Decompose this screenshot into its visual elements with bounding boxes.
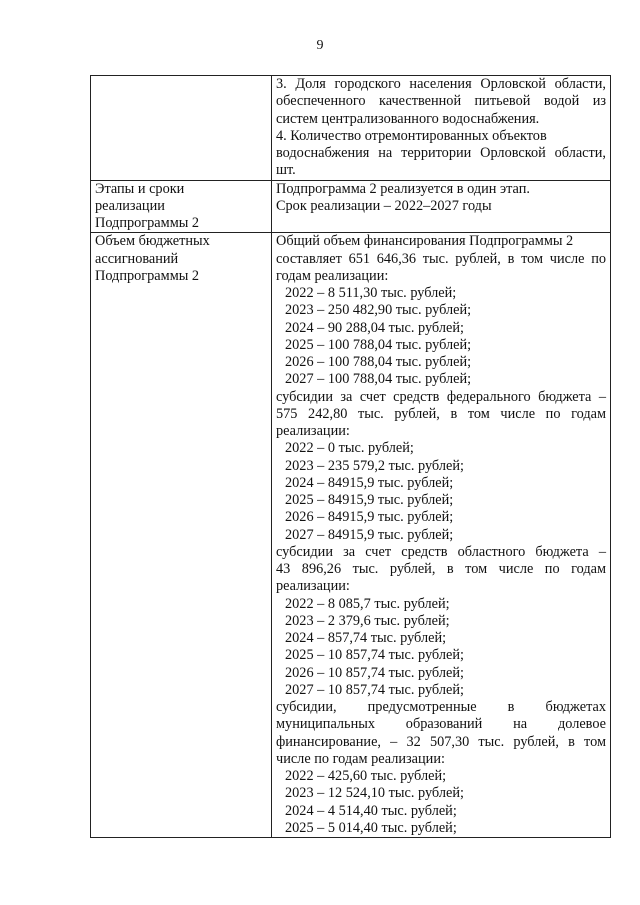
year-amount-line: 2024 – 857,74 тыс. рублей; — [285, 630, 447, 646]
text-line: числе по годам реализации: — [276, 750, 445, 767]
text-line: субсидии за счет средств федерального бюджета – — [276, 388, 606, 405]
year-amount-line: 2025 – 100 788,04 тыс. рублей; — [285, 336, 472, 353]
label-line: Подпрограммы 2 — [95, 267, 200, 284]
year-amount-line: 2025 – 10 857,74 тыс. рублей; — [285, 647, 464, 664]
year-amount-line: 2024 – 90 288,04 тыс. рублей; — [285, 319, 464, 336]
year-amount-line: 2027 – 100 788,04 тыс. рублей; — [285, 371, 472, 388]
table-row — [91, 233, 611, 838]
text-line: Подпрограмма 2 реализуется в один этап. — [276, 180, 530, 197]
year-amount-line: 2026 – 100 788,04 тыс. рублей; — [285, 354, 472, 370]
year-amount-line: 2026 – 84915,9 тыс. рублей; — [285, 509, 454, 526]
text-line: финансирование, – 32 507,30 тыс. рублей, в том — [276, 733, 606, 750]
year-amount-line: 2025 – 84915,9 тыс. рублей; — [285, 492, 454, 508]
year-amount-line: 2027 – 84915,9 тыс. рублей; — [285, 526, 454, 543]
text-line: шт. — [276, 162, 296, 179]
text-line: субсидии за счет средств областного бюджета – — [276, 543, 606, 560]
row-content-cell — [272, 233, 611, 838]
year-amount-line: 2022 – 8 085,7 тыс. рублей; — [285, 595, 450, 612]
text-line: 575 242,80 тыс. рублей, в том числе по годам — [276, 405, 606, 422]
year-amount-line: 2022 – 0 тыс. рублей; — [285, 440, 414, 457]
text-line: 4. Количество отремонтированных объектов — [276, 127, 547, 144]
text-line: Общий объем финансирования Подпрограммы 2 — [276, 233, 574, 250]
text-line: реализации: — [276, 423, 350, 439]
table-row — [91, 180, 611, 233]
label-line: реализации — [95, 197, 165, 214]
row-label-cell — [91, 233, 272, 838]
year-amount-line: 2023 – 12 524,10 тыс. рублей; — [285, 785, 464, 802]
table-row — [91, 76, 611, 181]
year-amount-line: 2025 – 5 014,40 тыс. рублей; — [285, 819, 457, 836]
text-line: 3. Доля городского населения Орловской области, — [276, 76, 606, 92]
text-line: водоснабжения на территории Орловской области, — [276, 145, 606, 161]
row-label-cell — [91, 180, 272, 233]
text-line: обеспеченного качественной питьевой водой из — [276, 93, 606, 110]
passport-table — [90, 75, 611, 838]
text-line: субсидии, предусмотренные в бюджетах — [276, 699, 606, 715]
year-amount-line: 2024 – 4 514,40 тыс. рублей; — [285, 802, 457, 819]
text-line: систем централизованного водоснабжения. — [276, 110, 540, 127]
text-line: годам реализации: — [276, 267, 389, 284]
text-line: муниципальных образований на долевое — [276, 716, 606, 733]
row-label-cell — [91, 76, 272, 181]
text-line: реализации: — [276, 578, 350, 595]
page-number: 9 — [316, 38, 324, 53]
year-amount-line: 2024 – 84915,9 тыс. рублей; — [285, 474, 454, 491]
year-amount-line: 2026 – 10 857,74 тыс. рублей; — [285, 664, 464, 681]
label-line: Объем бюджетных — [95, 233, 210, 250]
text-line: Срок реализации – 2022–2027 годы — [276, 197, 492, 214]
label-line: ассигнований — [95, 250, 179, 267]
row-content-cell — [272, 180, 611, 233]
year-amount-line: 2023 – 2 379,6 тыс. рублей; — [285, 612, 450, 629]
text-line: составляет 651 646,36 тыс. рублей, в том числе по — [276, 250, 606, 267]
label-line: Этапы и сроки — [95, 180, 185, 197]
text-line: 43 896,26 тыс. рублей, в том числе по годам — [276, 561, 606, 577]
row-content-cell — [272, 76, 611, 181]
label-line: Подпрограммы 2 — [95, 215, 200, 231]
year-amount-line: 2023 – 250 482,90 тыс. рублей; — [285, 302, 472, 319]
year-amount-line: 2027 – 10 857,74 тыс. рублей; — [285, 681, 464, 698]
year-amount-line: 2022 – 425,60 тыс. рублей; — [285, 768, 447, 784]
year-amount-line: 2022 – 8 511,30 тыс. рублей; — [285, 285, 457, 301]
year-amount-line: 2023 – 235 579,2 тыс. рублей; — [285, 457, 464, 474]
